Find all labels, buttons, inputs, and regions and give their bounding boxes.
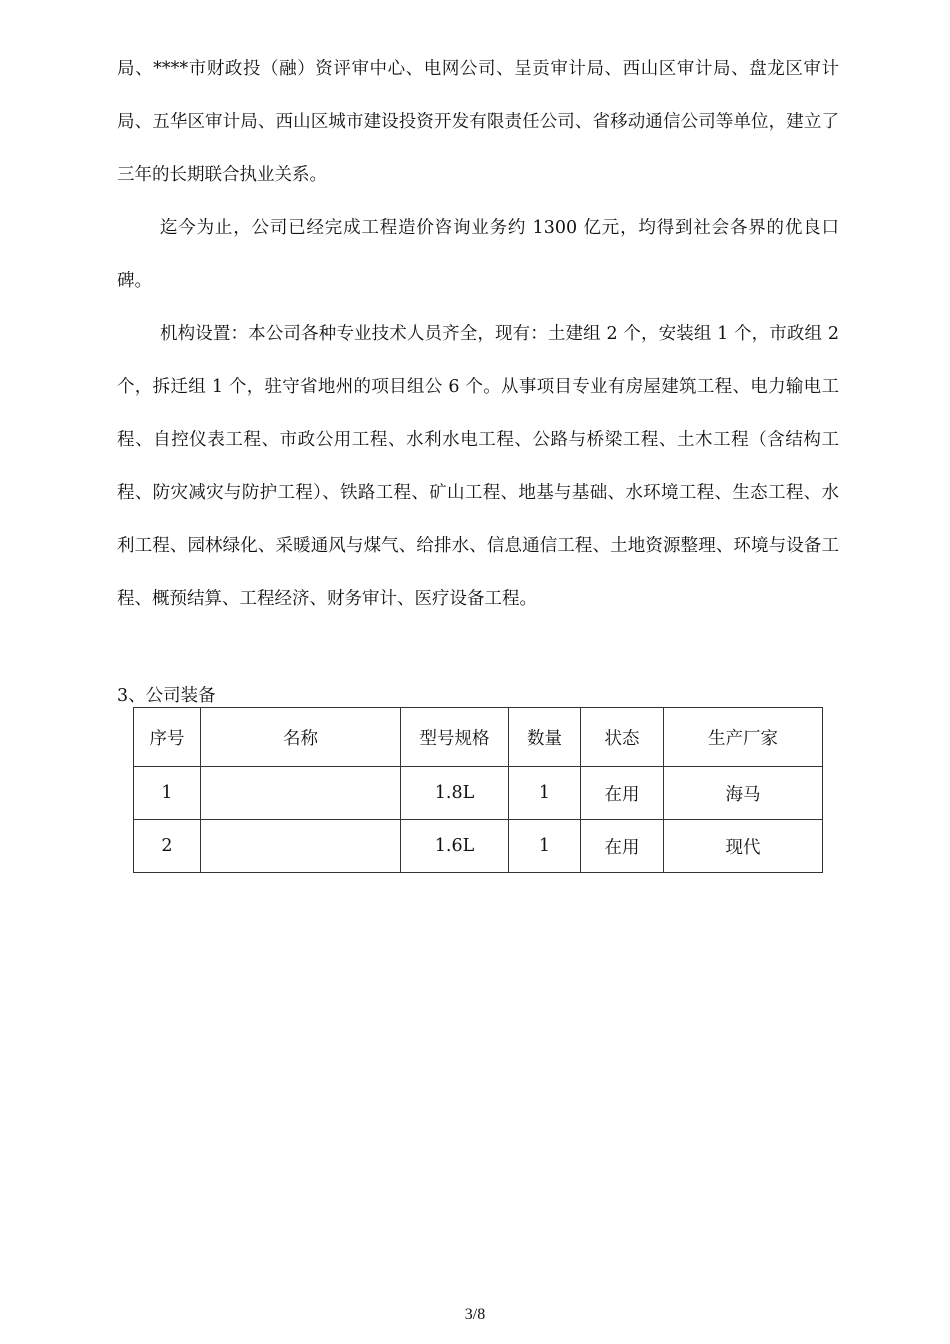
cell-name: [201, 767, 401, 820]
equipment-table: [133, 707, 823, 873]
cell-status: 在用: [581, 767, 664, 820]
header-model: 型号规格: [401, 708, 509, 767]
section-heading-equipment: 3、公司装备: [117, 686, 216, 706]
paragraph-business-volume: 迄今为止，公司已经完成工程造价咨询业务约 1300 亿元，均得到社会各界的优良口碑。: [117, 218, 839, 291]
header-status: 状态: [581, 708, 664, 767]
cell-manufacturer: 海马: [664, 767, 823, 820]
table-header-row: [134, 708, 823, 767]
body-text-block: [117, 43, 839, 202]
table-row: [134, 767, 823, 820]
cell-model: 1.8L: [401, 767, 509, 820]
cell-quantity: 1: [509, 767, 581, 820]
cell-model: 1.6L: [401, 820, 509, 873]
header-quantity: 数量: [509, 708, 581, 767]
header-manufacturer: 生产厂家: [664, 708, 823, 767]
page-number: 3/8: [464, 1306, 486, 1323]
body-text-block: [117, 202, 839, 308]
cell-index: 2: [134, 820, 201, 873]
cell-name: [201, 820, 401, 873]
header-index: 序号: [134, 708, 201, 767]
cell-manufacturer: 现代: [664, 820, 823, 873]
cell-index: 1: [134, 767, 201, 820]
table-row: [134, 820, 823, 873]
header-name: 名称: [201, 708, 401, 767]
cell-quantity: 1: [509, 820, 581, 873]
cell-status: 在用: [581, 820, 664, 873]
body-text-block: [117, 308, 839, 626]
paragraph-organization: 机构设置：本公司各种专业技术人员齐全，现有：土建组 2 个，安装组 1 个，市政组 2 个，拆迁组 1 个，驻守省地州的项目组公 6 个。从事项目专业有房屋建筑工程、电力输电工程、自控仪表工程、市政公用工程、水利水电工程、公路与桥梁工程、土木工程（含结构工程、防灾减灾与防护工程）、铁路工程、矿山工程、地基与基础、水环境工程、生态工程、水利工程、园林绿化、采暖通风与煤气、给排水、信息通信工程、土地资源整理、环境与设备工程、概预结算、工程经济、财务审计、医疗设备工程。: [117, 324, 839, 609]
paragraph-partner-units: 局、****市财政投（融）资评审中心、电网公司、呈贡审计局、西山区审计局、盘龙区审计局、五华区审计局、西山区城市建设投资开发有限责任公司、省移动通信公司等单位，建立了三年的长期联合执业关系。: [117, 59, 839, 185]
